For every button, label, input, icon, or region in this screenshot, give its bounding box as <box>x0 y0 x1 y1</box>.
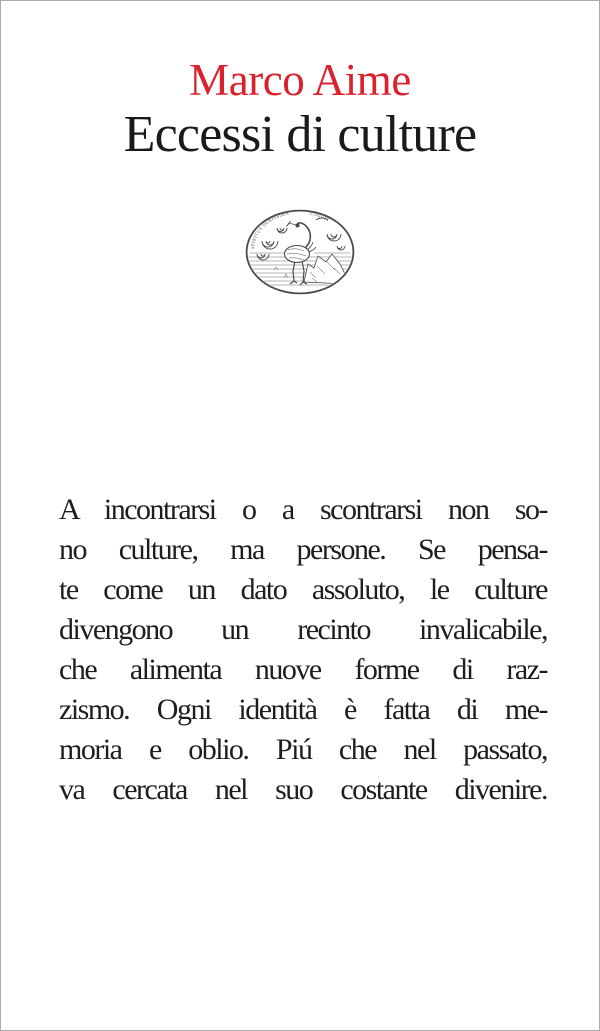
blurb-line: te come un dato assoluto, le culture <box>59 573 547 606</box>
emblem-motto-right: COQUIT <box>309 211 331 223</box>
blurb-line: A incontrarsi o a scontrarsi non so- <box>59 493 547 526</box>
publisher-emblem <box>1 208 599 296</box>
author-name: Marco Aime <box>189 55 411 105</box>
blurb-line: moria e oblio. Piú che nel passato, <box>59 733 547 766</box>
blurb-line: divengono un recinto invalicabile, <box>59 613 547 646</box>
cover-blurb <box>59 490 547 810</box>
blurb-line: zismo. Ogni identità è fatta di me- <box>59 693 547 726</box>
blurb-line: no culture, ma persone. Se pensa- <box>59 533 547 566</box>
blurb-line: che alimenta nuove forme di raz- <box>59 653 547 686</box>
ostrich-emblem-icon <box>244 208 356 296</box>
blurb-line: va cercata nel suo costante divenire. <box>59 773 547 806</box>
book-title: Eccessi di culture <box>123 106 477 163</box>
emblem-motto-left: SPIRITUS DURISSIMA <box>249 210 290 250</box>
